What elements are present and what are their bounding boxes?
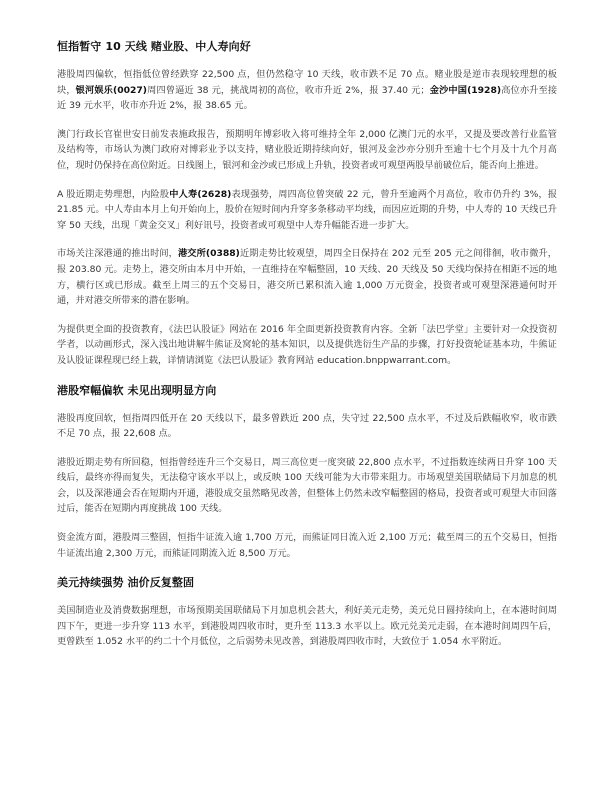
paragraph-2-1 [57,411,557,442]
paragraph-1-3 [57,187,557,234]
stock-name: 港交所(0388) [177,248,240,260]
paragraph-2-3 [57,530,557,561]
article [57,38,557,663]
stock-name: 金沙中国(1928) [429,84,502,96]
text: 市场关注深港通的推出时间， [57,248,178,260]
text: 近期走势比较观望，周四全日保持在 202 元至 205 元之间徘徊，收市微升，报 203.80 元。走势上，港交所由本月中开始，一直维持在窄幅整固，10 天线、20 天线及 50 天线均保持在相距不远的地方，横行区或已形成。截至上周三的五个交易日，港交所已累积流入逾 1,000 万元资金，投资者或可观望深港通何时开通，并对港交所带来的潜在影响。 [57,248,557,307]
text: 澳门行政长官崔世安日前发表施政报告，预期明年博彩收入将可维持全年 2,000 亿澳门元的水平，又提及要改善行业监管及结构等，市场认为澳门政府对博彩业予以支持，赌业股近期持续向好，银河及金沙亦分别升至逾十七个月及十九个月高位，现时仍保持在高位附近。日线图上，银河和金沙或已形成上升轨，投资者或可观望两股早前破位后，能否向上推进。 [57,128,557,171]
text: 为提供更全面的投资教育，《法巴认股证》网站在 2016 年全面更新投资教育内容。全新「法巴学堂」主要针对一众投资初学者，以动画形式，深入浅出地讲解牛熊证及窝轮的基本知识，以及提供选衍生产品的步骤，打好投资轮证基本功，牛熊证及认股证课程现已经上载，详情请浏览《法巴认股证》教育网站 education.bnppwarrant.com。 [57,323,557,366]
text: 港股再度回软，恒指周四低开在 20 天线以下，最多曾跌近 200 点，失守过 22,500 点水平，不过及后跌幅收窄，收市跌不足 70 点，报 22,608 点。 [57,412,557,440]
paragraph-1-5 [57,322,557,369]
text: A 股近期走势理想，内险股 [57,188,170,200]
text: 美国制造业及消费数据理想，市场预期美国联储局下月加息机会甚大，利好美元走势，美元兑日圆持续向上，在本港时间周四下午，更进一步升穿 113 水平，到港股周四收市时，更升至 113.3 水平以上。欧元兑美元走弱，在本港时间周四午后，更曾跌至 1.052 水平的约二十个月低位，之后弱势未见改善，到港股周四收市时，大致位于 1.054 水平附近。 [57,605,557,648]
text: 表现强势，周四高位曾突破 22 元，曾升至逾两个月高位，收市仍升约 3%，报 21.85 元。中人寿由本月上旬开始向上，股价在短时间内升穿多条移动平均线，而因应近期的升势，中人寿的 10 天线已升穿 50 天线，出现「黄金交叉」利好讯号，投资者或可观望中人寿升幅能否进一步扩大。 [57,188,558,231]
section-title-1: 恒指暂守 10 天线 赌业股、中人寿向好 [57,40,251,53]
stock-name: 银河娱乐(0027) [75,84,147,96]
paragraph-1-2 [57,127,557,174]
paragraph-1-1 [57,67,557,114]
text: 资金流方面，港股周三整固，恒指牛证流入逾 1,700 万元，而熊证同日流入近 2,100 万元；截至周三的五个交易日，恒指牛证流出逾 2,300 万元，而熊证同期流入近 8,500 万元。 [57,532,557,559]
text: 港股近期走势有所回稳，恒指曾经连升三个交易日，周三高位更一度突破 22,800 点水平，不过指数连续两日升穿 100 天线后，最终亦得而复失，无法稳守该水平以上，或反映 100 天线可能为大市带来阻力。市场观望美国联储局下月加息的机会，以及深港通会否在短期内开通，港股成交虽然略见改善，但整体上仍然未改窄幅整固的格局，投资者或可观望大市回落过后，能否在短期内再度挑战 100 天线。 [57,456,557,515]
text: 港股周四偏软，恒指低位曾经跌穿 22,500 点，但仍然稳守 10 天线，收市跌不足 70 点。赌业股是逆市表现较理想的板块， [57,69,557,96]
text: 高位亦升至接近 39 元水平，收市亦升近 2%，报 38.65 元。 [57,84,558,112]
stock-name: 中人寿(2628) [169,188,232,200]
paragraph-1-4 [57,246,557,308]
text: 周四曾逼近 38 元，挑战周初的高位，收市升近 2%，报 37.40 元； [146,84,430,96]
section-title-3: 美元持续强势 油价反复整固 [57,576,195,590]
section-title-2: 港股窄幅偏软 未见出现明显方向 [57,383,217,397]
paragraph-3-1 [57,603,557,650]
paragraph-2-2 [57,455,557,517]
